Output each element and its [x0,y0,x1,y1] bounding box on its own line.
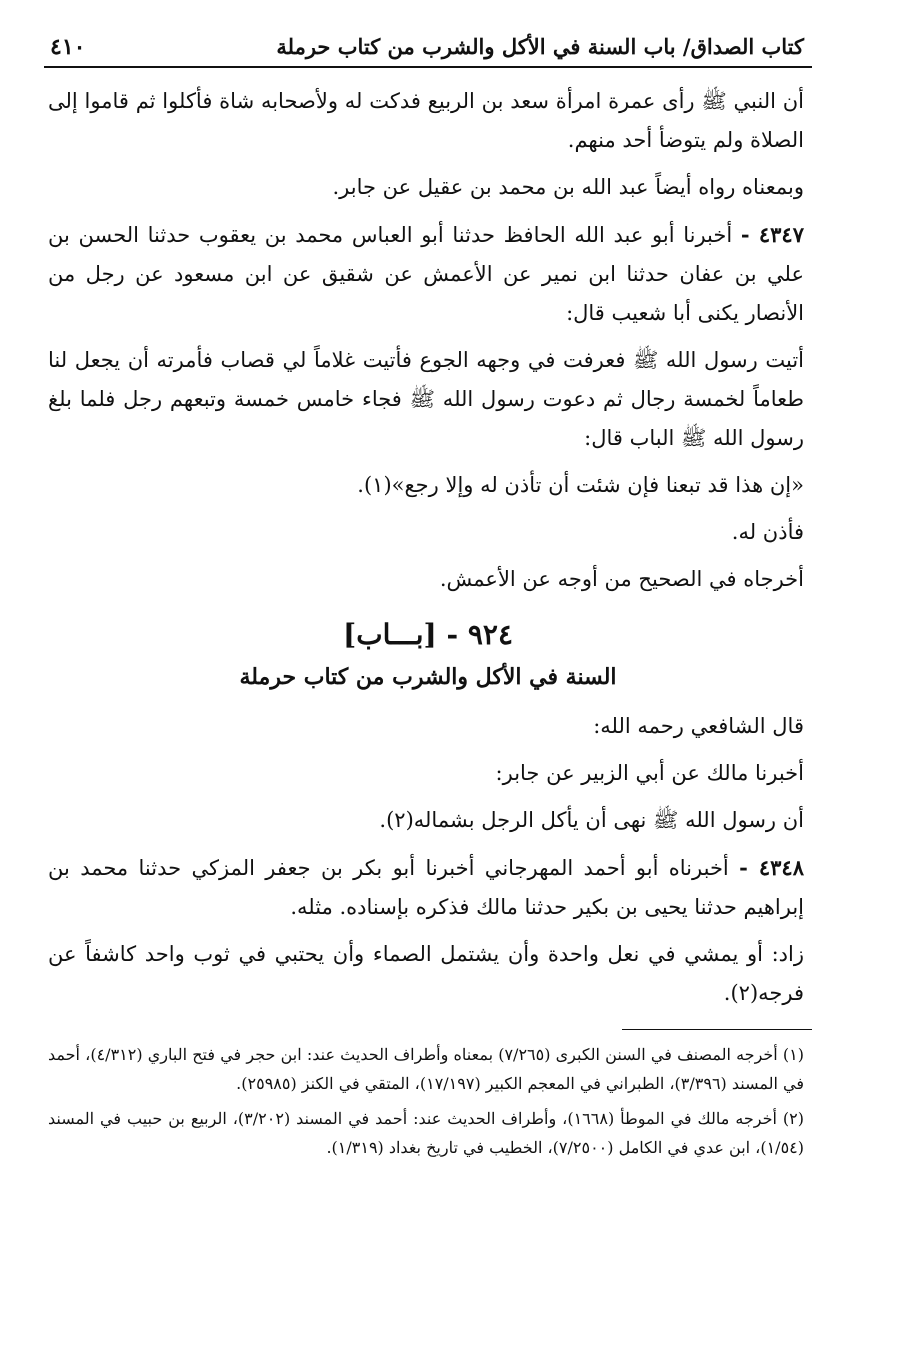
hadith-number: ٤٣٤٧ - [740,222,804,247]
hadith-text: أخبرنا أبو عبد الله الحافظ حدثنا أبو العباس محمد بن يعقوب حدثنا الحسن بن علي بن عفان حدثنا ابن نمير عن الأعمش عن شقيق عن ابن مسعود عن رجل من الأنصار يكنى أبا شعيب قال: [48,223,804,325]
paragraph-9: أن رسول الله ﷺ نهى أن يأكل الرجل بشماله(٢). [379,808,804,832]
hadith-text: أخبرناه أبو أحمد المهرجاني أخبرنا أبو بكر بن جعفر المزكي حدثنا محمد بن إبراهيم حدثنا يحيى بن بكير حدثنا مالك فذكره بإسناده. مثله. [48,856,804,919]
footnotes-rule [622,1029,812,1030]
chapter-title: السنة في الأكل والشرب من كتاب حرملة [239,664,617,690]
hadith-4347 [44,215,812,333]
footnote-2: (٢) أخرجه مالك في الموطأ (١٦٦٨)، وأطراف الحديث عند: أحمد في المسند (٣/٢٠٢)، الربيع بن حبيب في المسند (١/٥٤)، ابن عدي في الكامل (٧/٢٥٠٠)، الخطيب في تاريخ بغداد (١/٣١٩). [48,1109,805,1157]
hadith-4348 [44,848,812,927]
paragraph-7: قال الشافعي رحمه الله: [593,714,804,738]
paragraph-3: أتيت رسول الله ﷺ فعرفت في وجهه الجوع فأتيت غلاماً لي قصاب فأمرته أن يجعل لنا طعاماً لخمسة رجال ثم دعوت رسول الله ﷺ فجاء خامس خمسة وتبعهم رجل فلما بلغ رسول الله ﷺ الباب قال: [48,348,804,450]
running-title: كتاب الصداق/ باب السنة في الأكل والشرب من كتاب حرملة [276,34,804,59]
footnote-1: (١) أخرجه المصنف في السنن الكبرى (٧/٢٦٥) بمعناه وأطراف الحديث عند: ابن حجر في فتح الباري (٤/٣١٢)، أحمد في المسند (٣/٣٩٦)، الطبراني في المعجم الكبير (١٧/١٩٧)، المتقي في الكنز (٢٥٩٨٥). [48,1045,805,1093]
paragraph-6: أخرجاه في الصحيح من أوجه عن الأعمش. [439,567,804,591]
paragraph-2: وبمعناه رواه أيضاً عبد الله بن محمد بن عقيل عن جابر. [332,175,804,199]
paragraph-10: زاد: أو يمشي في نعل واحدة وأن يشتمل الصماء وأن يحتبي في ثوب واحد كاشفاً عن فرجه(٢). [48,942,804,1005]
header-rule [44,66,812,68]
paragraph-8: أخبرنا مالك عن أبي الزبير عن جابر: [495,761,804,785]
paragraph-5: فأذن له. [731,520,804,544]
page-number: ٤١٠ [50,34,86,60]
hadith-number: ٤٣٤٨ - [739,855,804,880]
chapter-number: ٩٢٤ - [بـــاب] [342,618,514,651]
paragraph-4: «إن هذا قد تبعنا فإن شئت أن تأذن له وإلا رجع»(١). [357,473,804,497]
paragraph-1: أن النبي ﷺ رأى عمرة امرأة سعد بن الربيع فدكت له ولأصحابه شاة فأكلوا ثم قاموا إلى الصلاة ولم يتوضأ أحد منهم. [48,89,804,152]
chapter-heading [44,613,812,697]
running-header [44,30,812,66]
